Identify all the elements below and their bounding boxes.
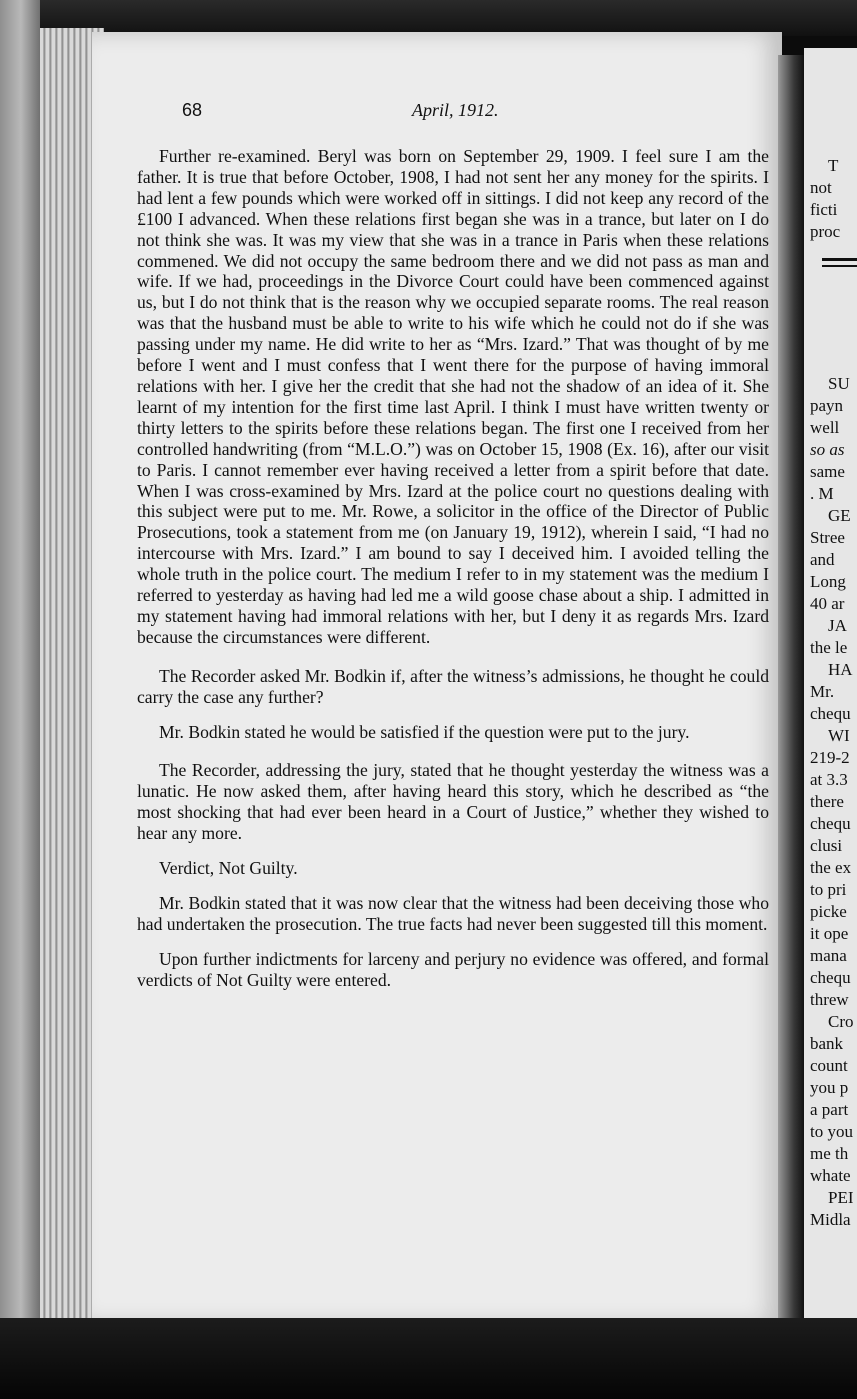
facing-page-word: there — [810, 792, 844, 811]
facing-page-word: mana — [810, 946, 847, 965]
facing-page-word: to pri — [810, 880, 847, 899]
facing-page-word: a part — [810, 1100, 849, 1119]
facing-page-word: whate — [810, 1166, 851, 1185]
page-number: 68 — [182, 100, 203, 120]
facing-page-word: SU — [828, 374, 850, 393]
facing-page-word: chequ — [810, 968, 851, 987]
facing-page-word: HA — [828, 660, 853, 679]
facing-page-word: ficti — [810, 200, 838, 219]
facing-page-word: Midla — [810, 1210, 851, 1229]
facing-page-rule — [822, 265, 857, 267]
facing-page-word: clusi — [810, 836, 843, 855]
facing-page-word: not — [810, 178, 832, 197]
facing-page-word: GE — [828, 506, 851, 525]
facing-page-word: you p — [810, 1078, 849, 1097]
scan-top-edge — [40, 0, 857, 36]
facing-page-word: at 3.3 — [810, 770, 848, 789]
paragraph-verdict: Verdict, Not Guilty. — [159, 858, 298, 879]
book-gutter — [778, 55, 804, 1320]
facing-page-word: threw — [810, 990, 849, 1009]
running-head: April, 1912. — [412, 100, 499, 120]
facing-page-fragment — [804, 48, 857, 1328]
facing-page-word: . M — [810, 484, 834, 503]
facing-page-word: the ex — [810, 858, 852, 877]
facing-page-word: and — [810, 550, 835, 569]
facing-page-word: me th — [810, 1144, 849, 1163]
facing-page-word: payn — [810, 396, 844, 415]
facing-page-word: proc — [810, 222, 841, 241]
facing-page-rule — [822, 258, 857, 261]
paragraph-testimony: Further re-examined. Beryl was born on September 29, 1909. I feel sure I am the father. It is true that before October, 1908, I had not sent her any money for the spirits. I had lent a few pounds which were worked off in sittings. I did not keep any record of the £100 I advanced. When these relations first began she was in a trance, but later on I do not think she was. It was my view that she was in a trance in Paris when these relations commened. We did not occupy the same bedroom there and we did not pass as man and wife. If we had, proceedings in the Divorce Court could have been commenced against us, but I do not think that is the reason why we occupied separate rooms. The real reason was that the husband must be able to write to his wife which he could not do if she was passing under my name. He did write to her as “Mrs. Izard.” That was thought of by me before I went and I must confess that I went there for the purpose of having immoral relations with her. I give her the credit that she had not the shadow of an idea of it. She learnt of my intention for the first time last April. I think I must have written twenty or thirty letters to the spirits before these relations began. The first one I received from her controlled handwriting (from “M.L.O.”) was on October 15, 1908 (Ex. 16), after our visit to Paris. I cannot remember ever having received a letter from a spirit before that date. When I was cross-examined by Mrs. Izard at the police court no questions dealing with this subject were put to me. Mr. Rowe, a solicitor in the office of the Director of Public Prosecutions, took a statement from me (on January 19, 1912), wherein I said, “I had no intercourse with Mrs. Izard.” I am bound to say I deceived him. I avoided telling the whole truth in the police court. The medium I refer to in my statement was the medium I referred to yesterday as having had led me a wild goose chase about a ship. I admitted in my statement having had immoral relations with her, but I deny it as regards Mrs. Izard because the circumstances were different. — [137, 146, 769, 647]
facing-page-word: it ope — [810, 924, 849, 943]
scan-bottom-edge — [0, 1318, 857, 1399]
facing-page-word: 40 ar — [810, 594, 845, 613]
facing-page-word: the le — [810, 638, 848, 657]
facing-page-word: picke — [810, 902, 847, 921]
facing-page-word: Cro — [828, 1012, 854, 1031]
paragraph-bodkin-statement: Mr. Bodkin stated that it was now clear that the witness had been deceiving those who had undertaken the prosecution. The true facts had never been suggested till this moment. — [137, 893, 769, 934]
facing-page-word: T — [828, 156, 839, 175]
facing-page-word: 219-2 — [810, 748, 850, 767]
facing-page-word: bank — [810, 1034, 844, 1053]
paragraph-recorder-address: The Recorder, addressing the jury, stated that he thought yesterday the witness was a lunatic. He now asked them, after having heard this story, which he described as “the most shocking that had ever been heard in a Court of Justice,” whether they wished to hear any more. — [137, 760, 769, 844]
facing-page-word: to you — [810, 1122, 853, 1141]
facing-page-word: same — [810, 462, 845, 481]
facing-page-word: Stree — [810, 528, 845, 547]
facing-page-word: so as — [810, 440, 845, 459]
facing-page-word: WI — [828, 726, 850, 745]
facing-page-word: PEI — [828, 1188, 854, 1207]
paragraph-bodkin-reply: Mr. Bodkin stated he would be satisfied if the question were put to the jury. — [159, 721, 690, 742]
paragraph-further-indictments: Upon further indictments for larceny and perjury no evidence was offered, and formal verdicts of Not Guilty were entered. — [137, 948, 769, 990]
page-header — [92, 100, 782, 130]
paragraph-recorder-question: The Recorder asked Mr. Bodkin if, after the witness’s admissions, he thought he could carry the case any further? — [137, 665, 769, 707]
facing-page-word: Long — [810, 572, 846, 591]
facing-page-word: count — [810, 1056, 848, 1075]
facing-page-word: chequ — [810, 704, 851, 723]
page-body — [137, 146, 769, 991]
facing-page-word: well — [810, 418, 840, 437]
facing-page-word: chequ — [810, 814, 851, 833]
facing-page-word: JA — [828, 616, 847, 635]
facing-page-word: Mr. — [810, 682, 835, 701]
